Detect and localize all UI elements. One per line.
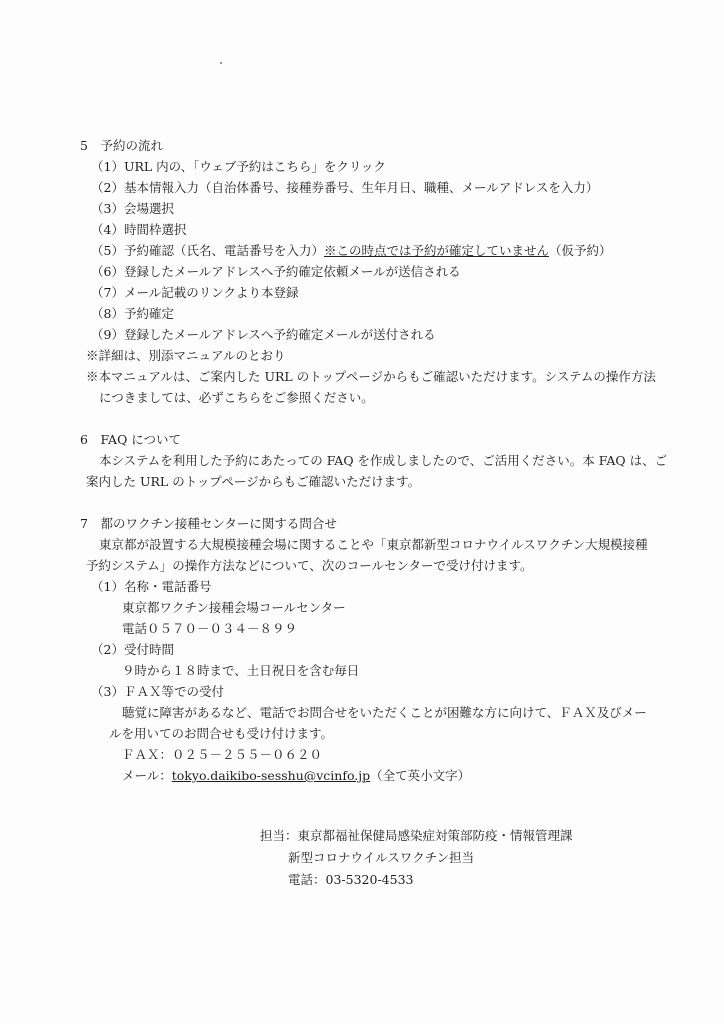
step-5-suffix: （仮予約） [548, 243, 612, 258]
item3-label: （3）ＦＡＸ等での受付 [91, 684, 224, 699]
section7-heading: 7 都のワクチン接種センターに関する問合せ [80, 516, 337, 531]
fax-note-line2: ルを用いてのお問合せも受け付けます。 [109, 726, 334, 741]
step-8: （8）予約確定 [91, 306, 174, 321]
section7-intro-line1: 東京都が設置する大規模接種会場に関することや「東京都新型コロナウイルスワクチン大規模接種 [99, 537, 648, 552]
section6-body-line2: 案内した URL のトップページからもご確認いただけます。 [86, 474, 421, 489]
mail-prefix: メール： [122, 768, 172, 783]
mail-row [122, 768, 470, 784]
section6-body-line1: 本システムを利用した予約にあたっての FAQ を作成しましたので、ご活用ください。本 FAQ は、ご [99, 453, 668, 468]
fax-note-line1: 聴覚に障害があるなど、電話でお問合せをいただくことが困難な方に向けて、ＦＡＸ及びメー [122, 705, 647, 720]
step-1: （1）URL 内の、「ウェブ予約はこちら」をクリック [91, 159, 386, 174]
note-details: ※詳細は、別添マニュアルのとおり [86, 348, 286, 363]
mail-suffix: （全て英小文字） [370, 768, 471, 783]
contact-team: 新型コロナウイルスワクチン担当 [288, 850, 475, 865]
callcenter-name: 東京都ワクチン接種会場コールセンター [122, 600, 346, 615]
step-9: （9）登録したメールアドレスへ予約確定メールが送付される [91, 327, 436, 342]
mail-address-link[interactable]: tokyo.daikibo-sesshu@vcinfo.jp [171, 768, 371, 783]
contact-department: 担当：東京都福祉保健局感染症対策部防疫・情報管理課 [260, 828, 573, 843]
section7-intro-line2: 予約システム」の操作方法などについて、次のコールセンターで受け付けます。 [86, 558, 533, 573]
section5-heading: 5 予約の流れ [80, 138, 163, 153]
step-5-warning: ※この時点では予約が確定していません [323, 243, 549, 258]
step-3: （3）会場選択 [91, 201, 174, 216]
note-manual-line1: ※本マニュアルは、ご案内した URL のトップページからもご確認いただけます。システムの操作方法 [86, 369, 656, 384]
step-7: （7）メール記載のリンクより本登録 [91, 285, 299, 300]
section6-heading: 6 FAQ について [80, 432, 182, 447]
step-4: （4）時間枠選択 [91, 222, 187, 237]
reception-hours: ９時から１８時まで、土日祝日を含む毎日 [122, 663, 360, 678]
fax-number: ＦＡＸ：０２５－２５５－０６２０ [122, 747, 323, 762]
step-2: （2）基本情報入力（自治体番号、接種券番号、生年月日、職種、メールアドレスを入力） [91, 180, 599, 195]
step-6: （6）登録したメールアドレスへ予約確定依頼メールが送信される [91, 264, 461, 279]
step-5: （5）予約確認（氏名、電話番号を入力） [91, 243, 324, 258]
contact-phone: 電話：03-5320-4533 [288, 872, 414, 887]
note-manual-line2: につきましては、必ずこちらをご参照ください。 [99, 390, 374, 405]
item1-label: （1）名称・電話番号 [91, 579, 212, 594]
scan-speck [220, 62, 222, 64]
callcenter-phone: 電話０５７０－０３４－８９９ [122, 621, 298, 636]
step-5-row [91, 243, 612, 259]
item2-label: （2）受付時間 [91, 642, 174, 657]
